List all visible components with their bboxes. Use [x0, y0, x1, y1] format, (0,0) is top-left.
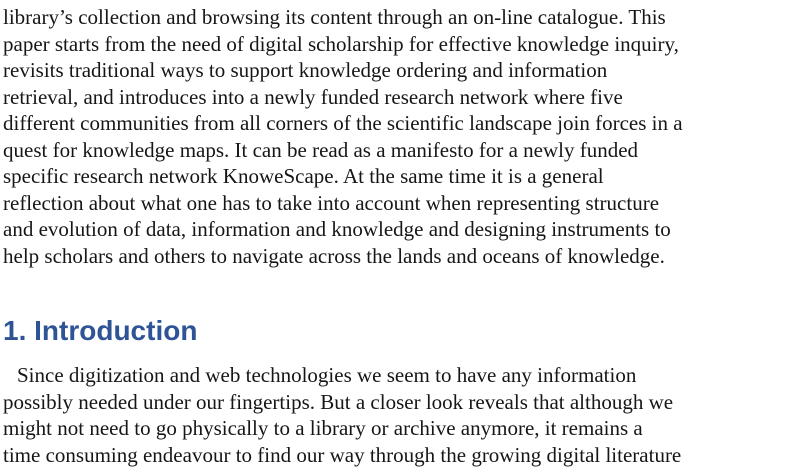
abstract-line: different communities from all corners of the scientific landscape join forces in a	[3, 110, 794, 137]
paragraph-line: Since digitization and web technologies we seem to have any information	[3, 362, 794, 389]
abstract-line: paper starts from the need of digital scholarship for effective knowledge inquiry,	[3, 31, 794, 58]
abstract-line: library’s collection and browsing its content through an on-line catalogue. This	[3, 4, 794, 31]
abstract-line: quest for knowledge maps. It can be read as a manifesto for a newly funded	[3, 137, 794, 164]
paragraph-line-clipped: time consuming endeavour to find our way through the growing digital literature	[3, 442, 794, 468]
abstract-line: specific research network KnoweScape. At the same time it is a general	[3, 163, 794, 190]
abstract-line: revisits traditional ways to support knowledge ordering and information	[3, 57, 794, 84]
paragraph-line: possibly needed under our fingertips. But a closer look reveals that although we	[3, 389, 794, 416]
abstract-line: help scholars and others to navigate across the lands and oceans of knowledge.	[3, 243, 794, 270]
abstract-line: reflection about what one has to take into account when representing structure	[3, 190, 794, 217]
abstract-line: and evolution of data, information and knowledge and designing instruments to	[3, 216, 794, 243]
paragraph-line: might not need to go physically to a library or archive anymore, it remains a	[3, 415, 794, 442]
introduction-paragraph	[3, 362, 794, 468]
abstract-line: retrieval, and introduces into a newly funded research network where five	[3, 84, 794, 111]
section-heading-introduction: 1. Introduction	[3, 314, 794, 348]
abstract-paragraph	[3, 4, 794, 269]
